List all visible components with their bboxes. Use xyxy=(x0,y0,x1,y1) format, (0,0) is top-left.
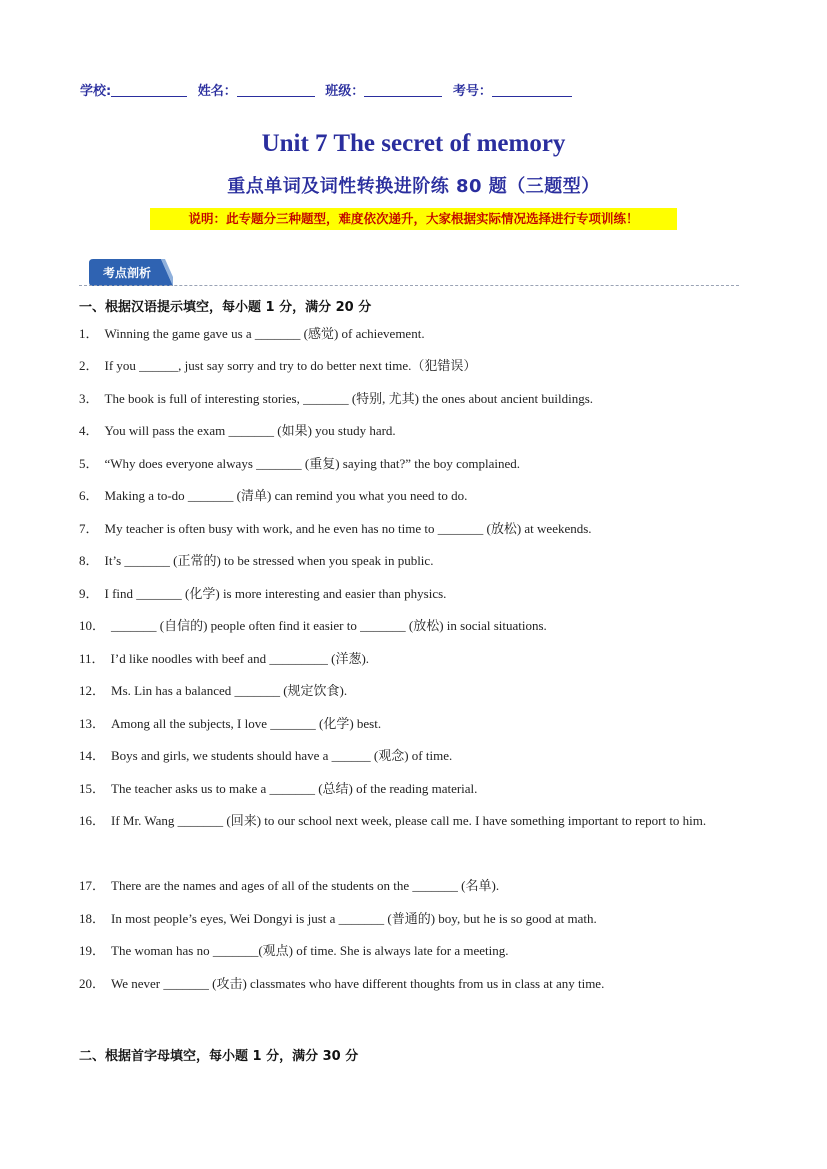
question-number: 10． xyxy=(79,618,106,633)
class-blank[interactable] xyxy=(364,84,442,97)
question-item xyxy=(79,578,741,610)
tab-label: 考点剖析 xyxy=(103,266,152,280)
question-text: If Mr. Wang _______ (回来) to our school next week, please call me. I have something important to report to him. xyxy=(111,813,707,828)
question-item xyxy=(79,350,741,382)
question-text: In most people’s eyes, Wei Dongyi is just a _______ (普通的) boy, but he is so good at math. xyxy=(111,911,597,926)
question-number: 11． xyxy=(79,651,105,666)
name-label: 姓名： xyxy=(197,84,237,99)
section-tab-bar xyxy=(79,259,739,289)
question-text: You will pass the exam _______ (如果) you study hard. xyxy=(104,423,396,438)
question-text: It’s _______ (正常的) to be stressed when you speak in public. xyxy=(104,553,434,568)
question-item xyxy=(79,415,741,447)
question-text: If you ______, just say sorry and try to do better next time.（犯错误） xyxy=(104,358,477,373)
question-number: 9． xyxy=(79,586,99,601)
question-number: 16． xyxy=(79,813,106,828)
question-number: 12． xyxy=(79,683,106,698)
question-item xyxy=(79,448,741,480)
question-item xyxy=(79,935,741,967)
question-text: Among all the subjects, I love _______ (化学) best. xyxy=(111,716,382,731)
question-item xyxy=(79,708,741,740)
question-number: 6． xyxy=(79,488,99,503)
class-label: 班级： xyxy=(325,84,365,99)
question-number: 17． xyxy=(79,878,106,893)
question-text: Winning the game gave us a _______ (感觉) of achievement. xyxy=(104,326,425,341)
question-number: 19． xyxy=(79,943,106,958)
page-subtitle: 重点单词及词性转换进阶练 80 题（三题型） xyxy=(227,176,600,197)
student-info-line xyxy=(80,80,572,99)
question-item xyxy=(79,383,741,415)
question-text: Boys and girls, we students should have a ______ (观念) of time. xyxy=(111,748,453,763)
question-number: 4． xyxy=(79,423,99,438)
instruction-note: 说明：此专题分三种题型，难度依次递升，大家根据实际情况选择进行专项训练！ xyxy=(150,208,677,230)
question-item xyxy=(79,870,741,902)
question-item xyxy=(79,513,741,545)
exam-number-label: 考号： xyxy=(452,84,492,99)
question-number: 13． xyxy=(79,716,106,731)
question-text: _______ (自信的) people often find it easier to _______ (放松) in social situations. xyxy=(111,618,547,633)
question-text: My teacher is often busy with work, and he even has no time to _______ (放松) at weekends. xyxy=(104,521,592,536)
question-number: 7． xyxy=(79,521,99,536)
question-text: Making a to-do _______ (清单) can remind you what you need to do. xyxy=(104,488,468,503)
question-number: 3． xyxy=(79,391,99,406)
name-blank[interactable] xyxy=(237,84,315,97)
section-2-title: 二、根据首字母填空，每小题 1 分，满分 30 分 xyxy=(79,1049,359,1064)
school-blank[interactable] xyxy=(111,84,187,97)
question-item xyxy=(79,480,741,512)
question-number: 18． xyxy=(79,911,106,926)
question-text: We never _______ (攻击) classmates who have different thoughts from us in class at any time. xyxy=(111,976,605,991)
dashed-divider xyxy=(79,285,739,286)
question-text: The teacher asks us to make a _______ (总结) of the reading material. xyxy=(111,781,478,796)
question-item xyxy=(79,740,741,772)
question-item xyxy=(79,643,741,675)
question-item xyxy=(79,675,741,707)
question-number: 20． xyxy=(79,976,106,991)
question-item xyxy=(79,318,741,350)
page-title: Unit 7 The secret of memory xyxy=(261,130,566,157)
school-label: 学校: xyxy=(80,84,112,99)
question-text: There are the names and ages of all of the students on the _______ (名单). xyxy=(111,878,500,893)
question-number: 2． xyxy=(79,358,99,373)
section-1-title: 一、根据汉语提示填空，每小题 1 分，满分 20 分 xyxy=(79,300,372,315)
question-number: 8． xyxy=(79,553,99,568)
question-item xyxy=(79,545,741,577)
question-number: 1． xyxy=(79,326,99,341)
question-item xyxy=(79,968,741,1000)
question-number: 15． xyxy=(79,781,106,796)
question-text: The woman has no _______(观点) of time. She is always late for a meeting. xyxy=(111,943,509,958)
question-number: 14． xyxy=(79,748,106,763)
exam-number-blank[interactable] xyxy=(492,84,572,97)
question-text: The book is full of interesting stories, _______ (特别, 尤其) the ones about ancient buildings. xyxy=(104,391,594,406)
question-text: I find _______ (化学) is more interesting and easier than physics. xyxy=(104,586,447,601)
question-text: Ms. Lin has a balanced _______ (规定饮食). xyxy=(111,683,348,698)
question-text: I’d like noodles with beef and _________ (洋葱). xyxy=(110,651,370,666)
question-item xyxy=(79,773,741,805)
question-number: 5． xyxy=(79,456,99,471)
question-text: “Why does everyone always _______ (重复) saying that?” the boy complained. xyxy=(104,456,521,471)
question-item xyxy=(79,903,741,935)
question-item xyxy=(79,610,741,642)
question-item xyxy=(79,805,741,837)
